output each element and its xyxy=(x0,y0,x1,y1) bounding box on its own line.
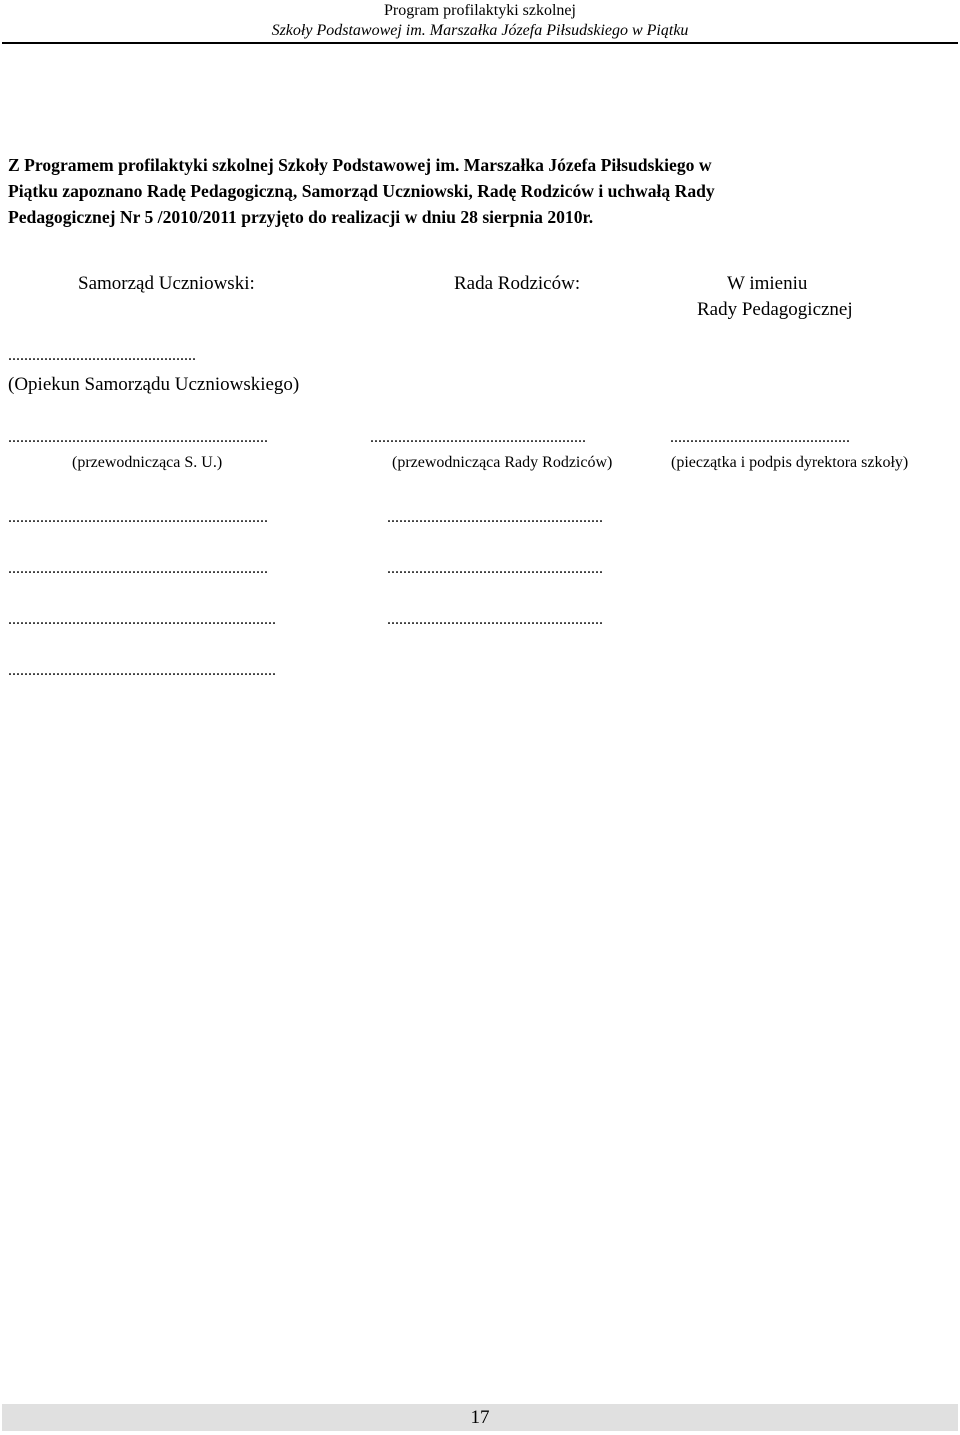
guardian-caption: (Opiekun Samorządu Uczniowskiego) xyxy=(8,374,300,395)
teachers-council-heading-line1: W imieniu xyxy=(727,273,808,294)
guardian-signature-line: ............................................... xyxy=(8,347,196,364)
chair-su-caption: (przewodnicząca S. U.) xyxy=(72,454,223,471)
header-title: Program profilaktyki szkolnej xyxy=(384,2,576,19)
student-council-heading: Samorząd Uczniowski: xyxy=(78,273,255,294)
paragraph-line-2: Piątku zapoznano Radę Pedagogiczną, Samorząd Uczniowski, Radę Rodziców i uchwałą Rady xyxy=(8,181,715,201)
left-member-signature-line: ................................................................. xyxy=(8,560,268,577)
middle-member-signature-line: ...................................................... xyxy=(387,611,603,628)
header-subtitle: Szkoły Podstawowej im. Marszałka Józefa Piłsudskiego w Piątku xyxy=(271,22,689,39)
paragraph-line-3: Pedagogicznej Nr 5 /2010/2011 przyjęto do realizacji w dniu 28 sierpnia 2010r. xyxy=(8,207,594,227)
chair-parents-signature-line: ...................................................... xyxy=(370,429,586,446)
director-caption: (pieczątka i podpis dyrektora szkoły) xyxy=(671,454,909,471)
middle-member-signature-line: ...................................................... xyxy=(387,509,603,526)
page-number: 17 xyxy=(470,1407,490,1428)
teachers-council-heading-line2: Rady Pedagogicznej xyxy=(697,299,853,320)
left-member-signature-line: ................................................................... xyxy=(8,662,276,679)
director-signature-line: ............................................. xyxy=(670,429,850,446)
left-member-signature-line: ................................................................... xyxy=(8,611,276,628)
paragraph-line-1: Z Programem profilaktyki szkolnej Szkoły Podstawowej im. Marszałka Józefa Piłsudskiego w xyxy=(8,155,712,175)
chair-parents-caption: (przewodnicząca Rady Rodziców) xyxy=(392,454,613,471)
middle-member-signature-line: ...................................................... xyxy=(387,560,603,577)
left-member-signature-line: ................................................................. xyxy=(8,509,268,526)
header-divider xyxy=(2,42,958,44)
parents-council-heading: Rada Rodziców: xyxy=(454,273,581,294)
chair-su-signature-line: ................................................................. xyxy=(8,429,268,446)
